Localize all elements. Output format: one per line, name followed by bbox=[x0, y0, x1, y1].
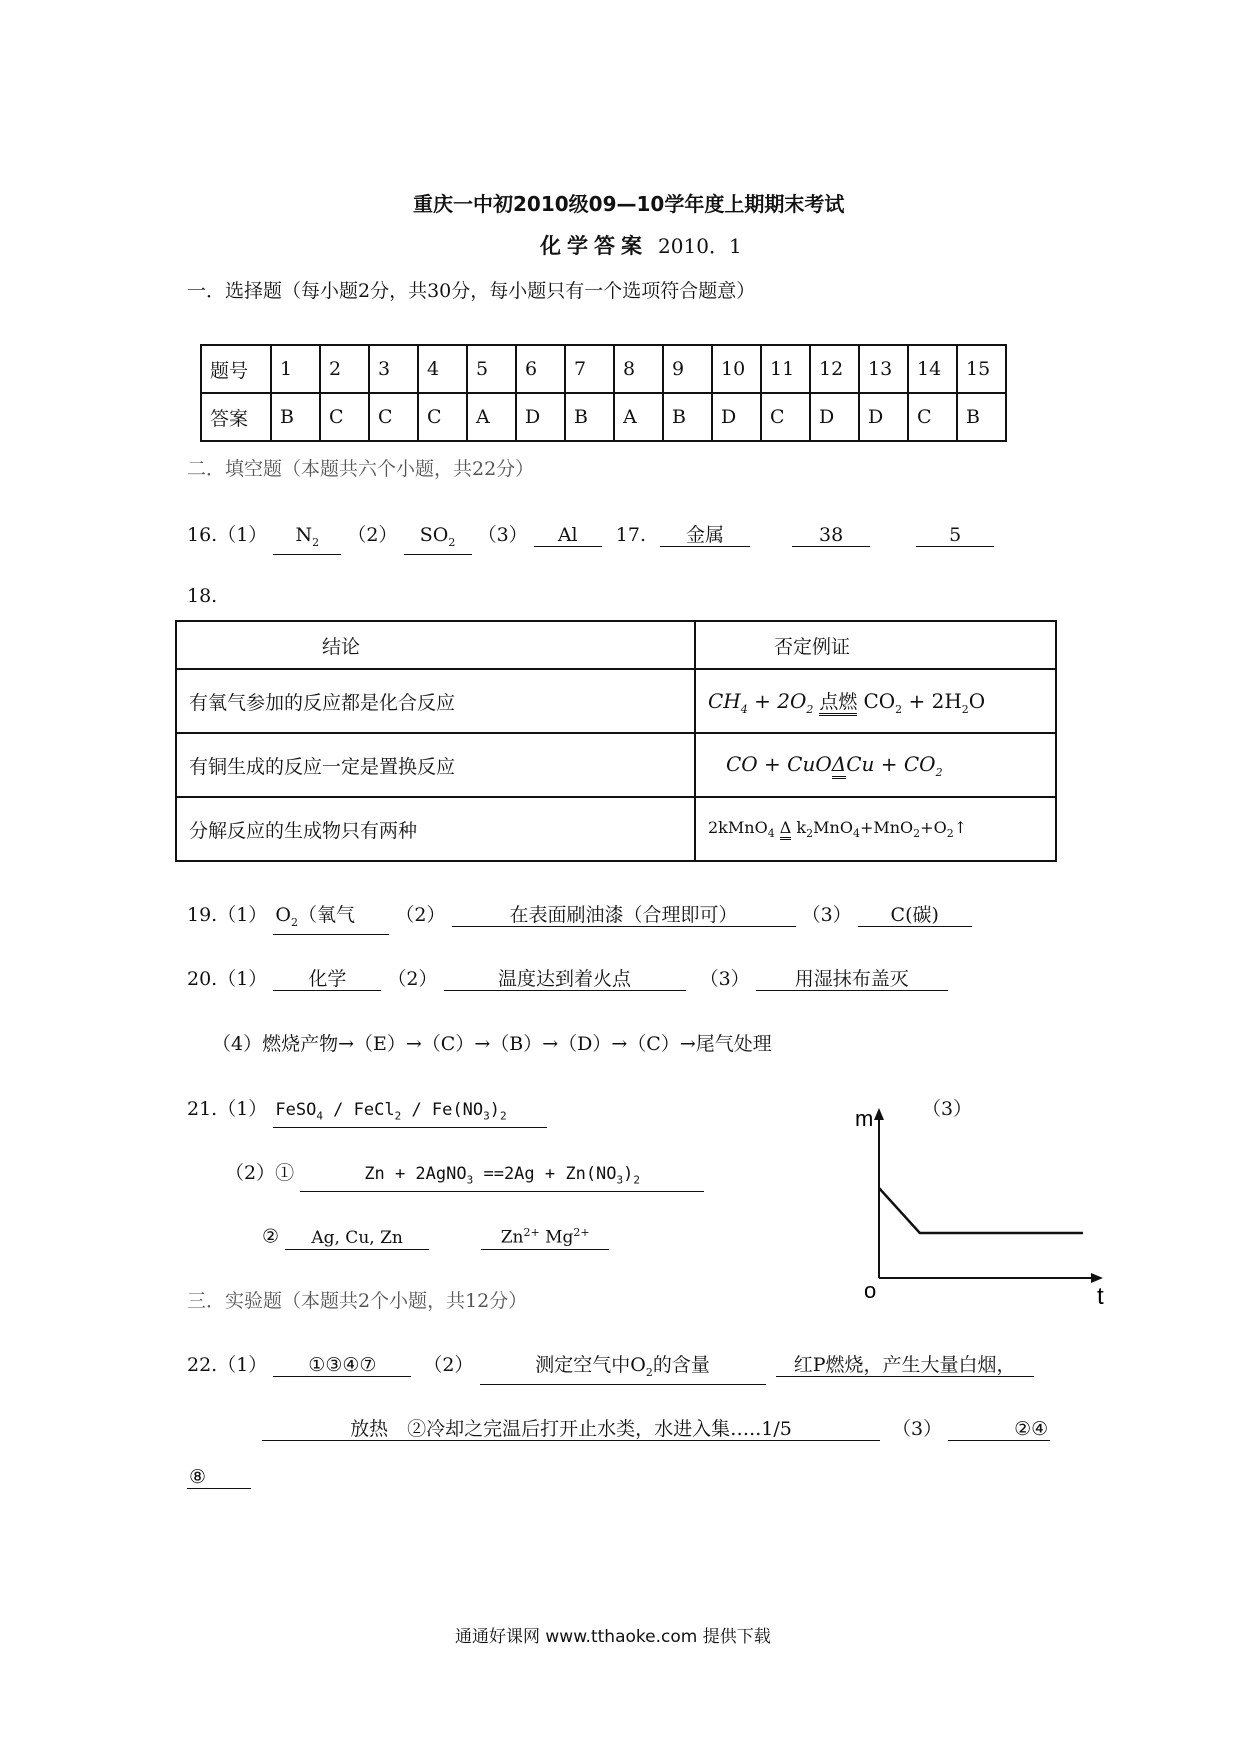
question-number: 1 bbox=[271, 345, 320, 393]
question-number: 10 bbox=[712, 345, 761, 393]
q20-part2-label: （2） bbox=[387, 968, 438, 990]
question-number: 4 bbox=[418, 345, 467, 393]
page-subtitle bbox=[540, 230, 742, 260]
q16-answer-2: $SO_2$ bbox=[404, 524, 472, 555]
footer-credit: 通通好课网 www.tthaoke.com 提供下载 bbox=[455, 1627, 771, 1647]
q22-answer-1: ①③④⑦ bbox=[273, 1354, 411, 1377]
subtitle-date: 2010．1 bbox=[658, 234, 742, 258]
q19-answer-1: $O_2$（氧气 bbox=[273, 904, 389, 935]
table-row bbox=[201, 393, 1006, 441]
question-number: 7 bbox=[565, 345, 614, 393]
q18-example: 2kMnO$_4$ Δ $k_2MnO_4+MnO_2+O_2↑$ bbox=[695, 797, 1056, 861]
q21-line-2 bbox=[225, 1158, 704, 1192]
question-number: 13 bbox=[859, 345, 908, 393]
answer-cell: C bbox=[908, 393, 957, 441]
q16-part2-label: （2） bbox=[347, 524, 398, 546]
answer-cell: B bbox=[565, 393, 614, 441]
answer-cell: D bbox=[516, 393, 565, 441]
answer-cell: C bbox=[369, 393, 418, 441]
answer-cell: A bbox=[467, 393, 516, 441]
answer-cell: B bbox=[957, 393, 1006, 441]
subtitle-main: 化学答案 bbox=[540, 234, 648, 258]
q22-answer-2b: 红P燃烧，产生大量白烟， bbox=[776, 1354, 1034, 1377]
q21-label: 21.（1） bbox=[187, 1098, 268, 1120]
q21-line-3 bbox=[262, 1222, 609, 1250]
q22-part3-label: （3） bbox=[892, 1418, 943, 1440]
q18-table bbox=[175, 620, 1057, 862]
q17-label: 17. bbox=[615, 524, 646, 546]
q19-line bbox=[187, 900, 972, 935]
q22-label: 22.（1） bbox=[187, 1354, 268, 1376]
q21-graph-label: （3） bbox=[922, 1098, 973, 1120]
q21-answer-2: Zn + 2AgNO$_3$ $==2Ag + Zn(NO_3)_2$ bbox=[300, 1163, 704, 1192]
q17-answer-2: 38 bbox=[792, 524, 870, 547]
q20-label: 20.（1） bbox=[187, 968, 268, 990]
q16-part3-label: （3） bbox=[477, 524, 528, 546]
answer-table bbox=[200, 344, 1007, 442]
q22-answer-2c: 放热 ②冷却之完温后打开止水类，水进入集…..1/5 bbox=[262, 1418, 880, 1441]
answer-cell: D bbox=[810, 393, 859, 441]
q18-conclusion: 有氧气参加的反应都是化合反应 bbox=[176, 669, 695, 733]
table-row bbox=[176, 621, 1056, 669]
q18-example: $CH_4 + 2O_2$ 点燃 $CO_2 + 2H_2O$ bbox=[695, 669, 1056, 733]
answer-cell: B bbox=[271, 393, 320, 441]
question-number: 12 bbox=[810, 345, 859, 393]
q18-col-example: 否定例证 bbox=[695, 621, 1056, 669]
row-label-q: 题号 bbox=[201, 345, 271, 393]
q17-answer-1: 金属 bbox=[660, 524, 750, 547]
q19-answer-3: C(碳) bbox=[858, 904, 972, 927]
q16-answer-3: Al bbox=[534, 524, 602, 547]
q18-conclusion: 分解反应的生成物只有两种 bbox=[176, 797, 695, 861]
q19-answer-2: 在表面刷油漆（合理即可） bbox=[452, 904, 796, 927]
q21-answer-2b-2: $Zn^{2+}$ $Mg^{2+}$ bbox=[481, 1222, 609, 1250]
answer-cell: D bbox=[712, 393, 761, 441]
q19-part2-label: （2） bbox=[395, 904, 446, 926]
q22-answer-3b: ⑧ bbox=[187, 1466, 251, 1489]
q21-answer-1: FeSO$_4$ / FeCl$_2$ / $Fe(NO_3)_2$ bbox=[273, 1099, 547, 1128]
q20-answer-1: 化学 bbox=[273, 968, 381, 991]
q21-answer-2b-1: Ag, Cu, Zn bbox=[285, 1227, 429, 1250]
q22-line-1 bbox=[187, 1350, 1034, 1385]
q20-part4: （4）燃烧产物→（E）→（C）→（B）→（D）→（C）→尾气处理 bbox=[212, 1033, 772, 1055]
y-axis-label: m bbox=[855, 1106, 874, 1131]
page-title: 重庆一中初2010级09—10学年度上期期末考试 bbox=[413, 192, 845, 216]
table-row bbox=[176, 733, 1056, 797]
table-row bbox=[176, 797, 1056, 861]
question-number: 14 bbox=[908, 345, 957, 393]
q21-part2b-label: ② bbox=[262, 1225, 280, 1248]
q22-line-2 bbox=[262, 1414, 1050, 1441]
q20-line bbox=[187, 964, 948, 991]
mass-curve bbox=[879, 1188, 1083, 1233]
q22-line-3 bbox=[187, 1466, 251, 1489]
q20-answer-2: 温度达到着火点 bbox=[444, 968, 686, 991]
row-label-a: 答案 bbox=[201, 393, 271, 441]
q18-col-conclusion: 结论 bbox=[176, 621, 695, 669]
table-row bbox=[176, 669, 1056, 733]
answer-cell: B bbox=[663, 393, 712, 441]
answer-cell: D bbox=[859, 393, 908, 441]
question-number: 5 bbox=[467, 345, 516, 393]
x-axis-label: t bbox=[1097, 1283, 1104, 1310]
answer-cell: A bbox=[614, 393, 663, 441]
section3-heading: 三．实验题（本题共2个小题，共12分） bbox=[187, 1290, 528, 1312]
q21-line-1 bbox=[187, 1094, 547, 1128]
section2-heading: 二．填空题（本题共六个小题，共22分） bbox=[187, 458, 535, 480]
question-number: 11 bbox=[761, 345, 810, 393]
q19-label: 19.（1） bbox=[187, 904, 268, 926]
q16-answer-1: $N_2$ bbox=[273, 524, 341, 555]
q20-answer-3: 用湿抹布盖灭 bbox=[756, 968, 948, 991]
question-number: 15 bbox=[957, 345, 1006, 393]
q20-part3-label: （3） bbox=[699, 968, 750, 990]
q21-part2-label: （2）① bbox=[225, 1162, 295, 1184]
question-number: 6 bbox=[516, 345, 565, 393]
q17-answer-3: 5 bbox=[916, 524, 994, 547]
question-number: 9 bbox=[663, 345, 712, 393]
answer-cell: C bbox=[418, 393, 467, 441]
q22-answer-3: ②④ bbox=[948, 1418, 1050, 1441]
mass-time-graph bbox=[855, 1100, 1125, 1310]
q18-example: CO + $CuO\Delta Cu + CO_2$ bbox=[695, 733, 1056, 797]
q18-conclusion: 有铜生成的反应一定是置换反应 bbox=[176, 733, 695, 797]
y-axis-arrow bbox=[874, 1108, 884, 1120]
q18-label: 18. bbox=[187, 585, 218, 607]
question-number: 2 bbox=[320, 345, 369, 393]
origin-label: o bbox=[864, 1278, 877, 1303]
answer-cell: C bbox=[761, 393, 810, 441]
question-number: 3 bbox=[369, 345, 418, 393]
x-axis-arrow bbox=[1091, 1273, 1103, 1283]
section1-heading: 一．选择题（每小题2分，共30分，每小题只有一个选项符合题意） bbox=[187, 280, 756, 302]
q16-line bbox=[187, 520, 994, 555]
answer-cell: C bbox=[320, 393, 369, 441]
q19-part3-label: （3） bbox=[801, 904, 852, 926]
question-number: 8 bbox=[614, 345, 663, 393]
table-row bbox=[201, 345, 1006, 393]
q22-part2-label: （2） bbox=[423, 1354, 474, 1376]
q22-answer-2: 测定空气中$O_2$的含量 bbox=[480, 1354, 766, 1385]
q16-label: 16.（1） bbox=[187, 524, 268, 546]
